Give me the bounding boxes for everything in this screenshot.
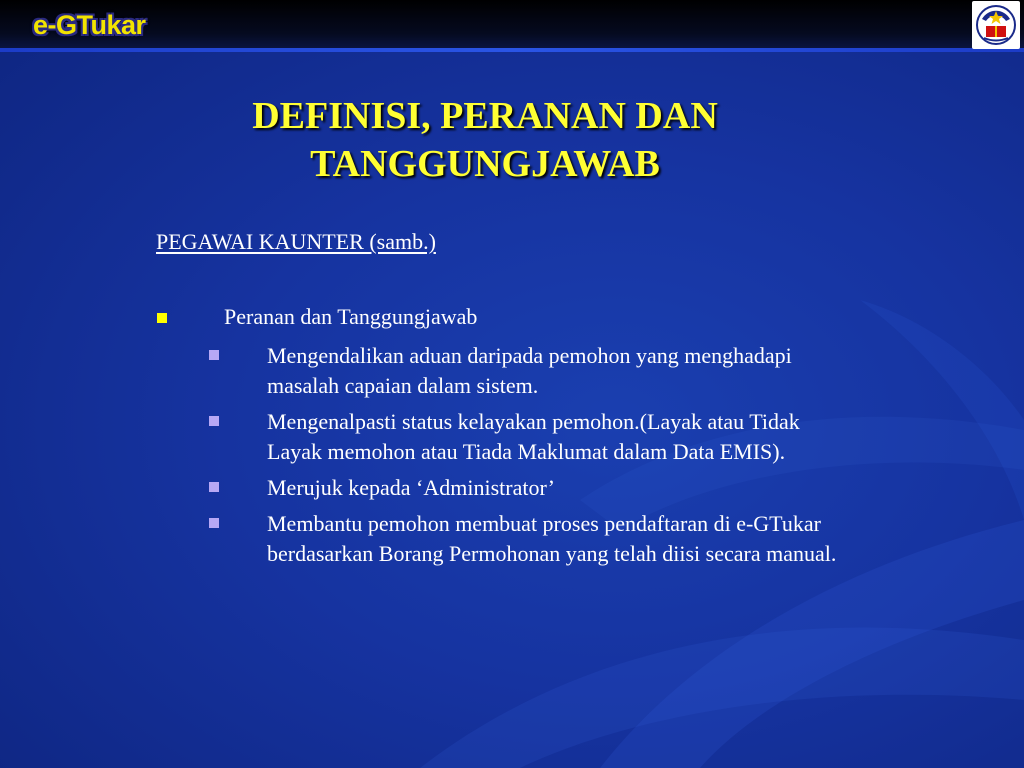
square-bullet-icon: [157, 313, 167, 323]
header-divider: [0, 48, 1024, 52]
page-title-line-2: TANGGUNGJAWAB: [310, 143, 660, 185]
ministry-emblem-icon: [972, 1, 1020, 49]
section-subheading: PEGAWAI KAUNTER (samb.): [156, 229, 436, 254]
page-title-line-1: DEFINISI, PERANAN DAN: [252, 95, 718, 137]
list-item: [209, 509, 869, 569]
level1-item-text: Peranan dan Tanggungjawab: [224, 304, 478, 329]
app-logo: e-GTukar: [33, 10, 146, 40]
list-item-text: Merujuk kepada ‘Administrator’: [267, 475, 555, 500]
list-item: [209, 407, 869, 467]
list-item-text: Mengenalpasti status kelayakan pemohon.(Layak atau Tidak Layak memohon atau Tiada Maklumat dalam Data EMIS).: [267, 409, 800, 464]
square-bullet-icon: [209, 518, 219, 528]
responsibilities-list: [209, 341, 869, 575]
list-item: [209, 473, 869, 503]
square-bullet-icon: [209, 482, 219, 492]
square-bullet-icon: [209, 416, 219, 426]
list-item-text: Mengendalikan aduan daripada pemohon yang menghadapi masalah capaian dalam sistem.: [267, 343, 792, 398]
header-bar: [0, 0, 1024, 48]
page-title: [120, 92, 850, 188]
list-item-text: Membantu pemohon membuat proses pendaftaran di e-GTukar berdasarkan Borang Permohonan yang telah diisi secara manual.: [267, 511, 837, 566]
list-item: [209, 341, 869, 401]
square-bullet-icon: [209, 350, 219, 360]
